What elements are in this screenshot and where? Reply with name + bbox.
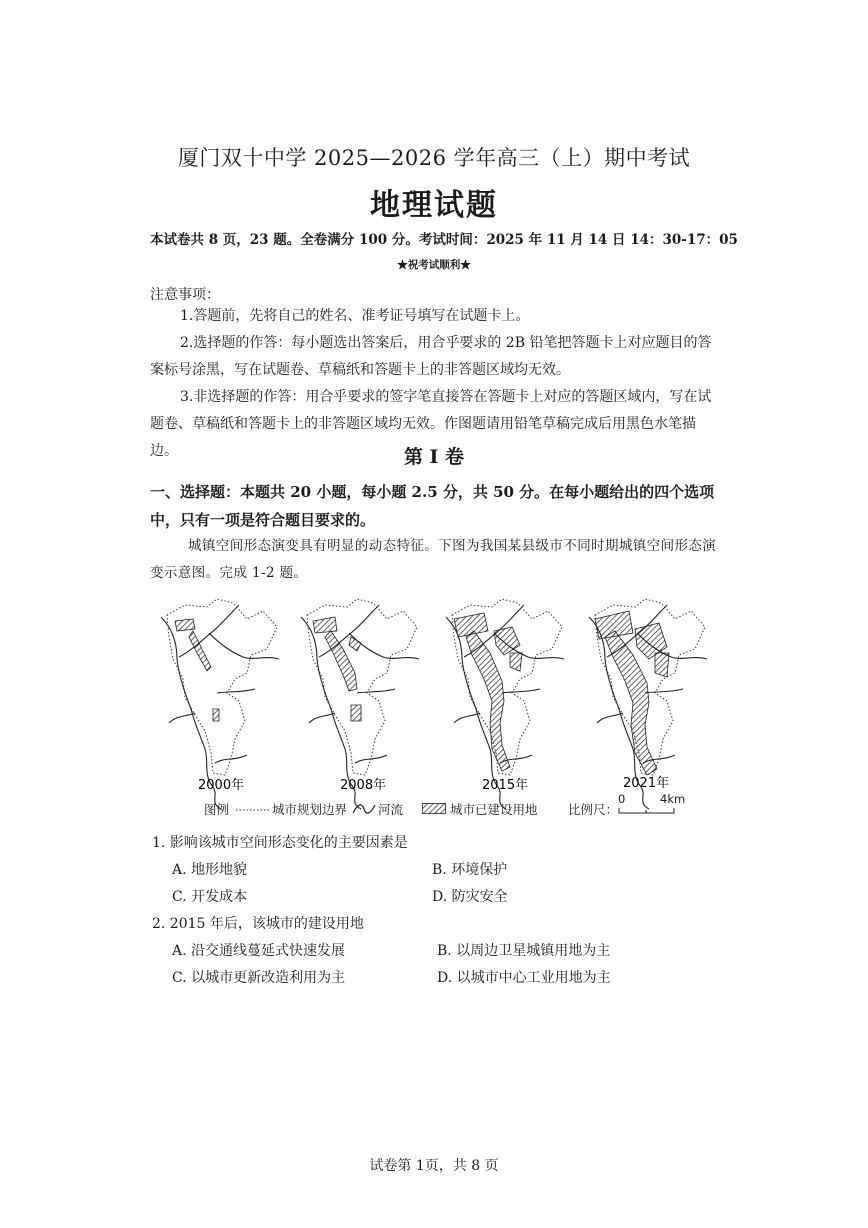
subject-title: 地理试题 xyxy=(370,188,498,223)
scale-label: 比例尺： xyxy=(568,802,619,817)
legend-built: 城市已建设用地 xyxy=(450,802,538,817)
scale-bar-icon xyxy=(618,807,676,815)
question-1-option-c: C. 开发成本 xyxy=(172,889,248,905)
part-title: 第 I 卷 xyxy=(403,446,465,468)
question-2-option-d: D. 以城市中心工业用地为主 xyxy=(437,970,611,986)
boundary-line-icon xyxy=(236,808,270,812)
question-2-option-b: B. 以周边卫星城镇用地为主 xyxy=(437,943,611,959)
urban-form-figure xyxy=(150,597,730,829)
question-1-option-d: D. 防灾安全 xyxy=(432,889,508,905)
figure-legend xyxy=(190,792,710,824)
question-2-option-a: A. 沿交通线蔓延式快速发展 xyxy=(172,943,346,959)
page-footer: 试卷第 1页，共 8 页 xyxy=(369,1158,499,1174)
question-2-stem: 2. 2015 年后，该城市的建设用地 xyxy=(152,916,364,932)
year-label-2015: 2015年 xyxy=(482,778,529,793)
scale-zero: 0 xyxy=(618,792,626,806)
year-label-2000: 2000年 xyxy=(198,778,245,793)
notice-item-3: 3.非选择题的作答：用合乎要求的签字笔直接答在答题卡上对应的答题区域内，写在试题卷、草稿纸和答题卡上的非答题区域均无效。作图题请用铅笔草稿完成后用黑色水笔描边。 xyxy=(150,389,712,459)
question-1-option-a: A. 地形地貌 xyxy=(172,862,248,878)
legend-boundary: 城市规划边界 xyxy=(272,802,348,817)
year-label-2021: 2021年 xyxy=(623,776,670,791)
scale-max: 4km xyxy=(660,792,686,806)
exam-wish: ★祝考试顺利★ xyxy=(397,259,471,271)
river-icon xyxy=(352,801,376,817)
school-title: 厦门双十中学 2025—2026 学年高三（上）期中考试 xyxy=(177,146,691,170)
legend-label: 图例 xyxy=(204,802,230,817)
notice-item-1: 1.答题前，先将自己的姓名、准考证号填写在试题卡上。 xyxy=(180,308,530,324)
built-area-icon xyxy=(422,803,446,814)
question-2-option-c: C. 以城市更新改造利用为主 xyxy=(172,970,346,986)
year-label-2008: 2008年 xyxy=(340,778,387,793)
question-group-stem: 城镇空间形态演变具有明显的动态特征。下图为我国某县级市不同时期城镇空间形态演变示意图。完成 1-2 题。 xyxy=(150,538,717,581)
legend-river: 河流 xyxy=(378,802,404,817)
section-heading: 一、选择题：本题共 20 小题，每小题 2.5 分，共 50 分。在每小题给出的四个选项中，只有一项是符合题目要求的。 xyxy=(150,483,715,529)
question-1-option-b: B. 环境保护 xyxy=(432,862,508,878)
exam-info: 本试卷共 8 页，23 题。全卷满分 100 分。考试时间：2025 年 11 月 14 日 14：30-17：05 xyxy=(150,232,738,248)
notice-title: 注意事项： xyxy=(150,287,220,303)
question-1-stem: 1. 影响该城市空间形态变化的主要因素是 xyxy=(152,835,408,851)
notice-item-2: 2.选择题的作答：每小题选出答案后，用合乎要求的 2B 铅笔把答题卡上对应题目的答案标号涂黑，写在试题卷、草稿纸和答题卡上的非答题区域均无效。 xyxy=(150,335,712,378)
